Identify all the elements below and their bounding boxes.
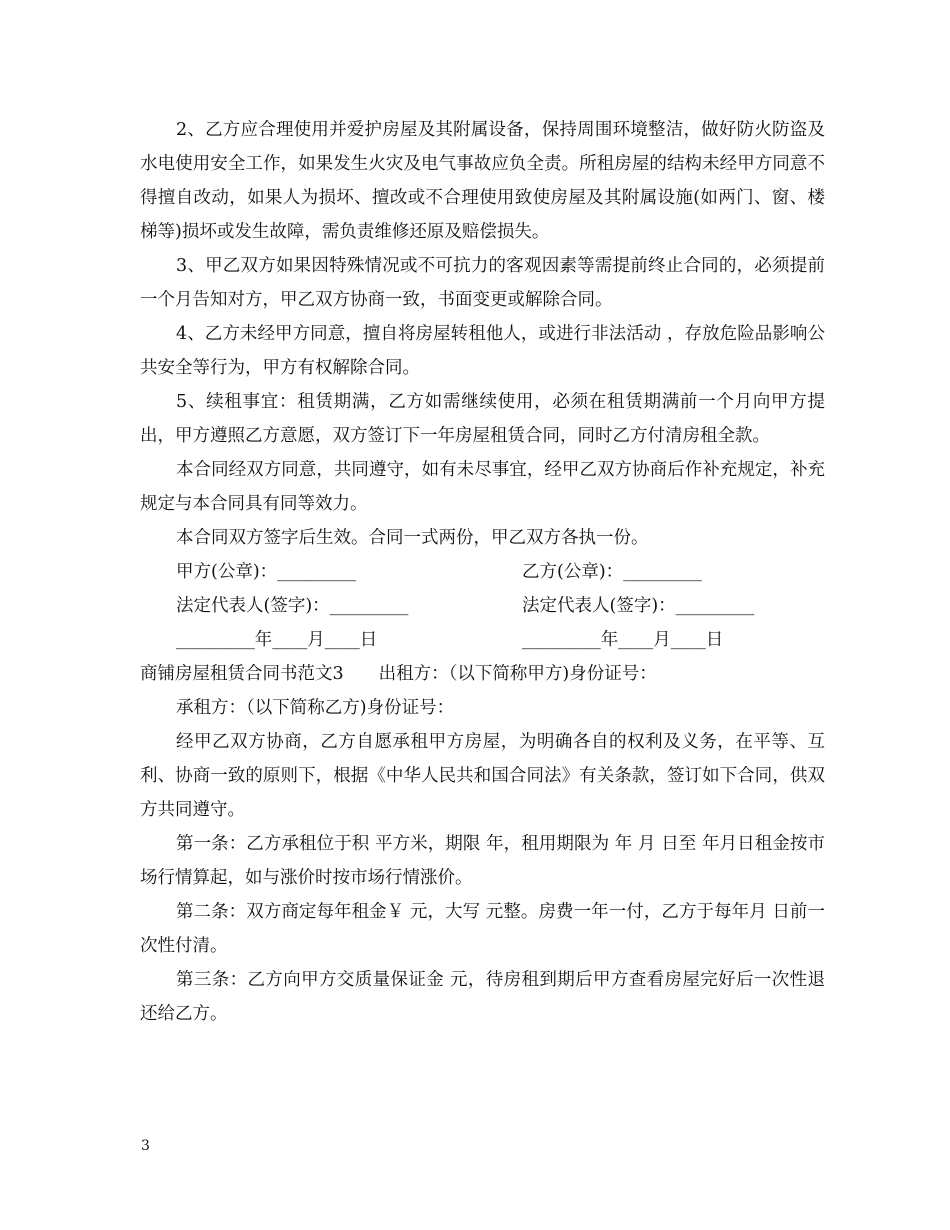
clause-3: 3、甲乙双方如果因特殊情况或不可抗力的客观因素等需提前终止合同的，必须提前一个月告知对方，甲乙双方协商一致，书面变更或解除合同。 (140, 256, 825, 310)
party-a-representative: 法定代表人(签字)：_________ (176, 596, 409, 616)
lessee-line: 承租方：（以下简称乙方)身份证号： (176, 698, 455, 718)
signature-seal-row (140, 555, 825, 589)
party-a-date: _________年____月____日 (176, 630, 378, 650)
party-b-date: _________年____月____日 (522, 630, 724, 650)
supplementary-clause: 本合同经双方同意，共同遵守，如有未尽事宜，经甲乙双方协商后作补充规定，补充规定与本合同具有同等效力。 (140, 460, 825, 514)
article-3: 第三条：乙方向甲方交质量保证金 元，待房租到期后甲方查看房屋完好后一次性退还给乙方。 (140, 970, 825, 1024)
party-b-seal: 乙方(公章)：_________ (522, 562, 702, 582)
clause-4: 4、乙方未经甲方同意，擅自将房屋转租他人，或进行非法活动 ，存放危险品影响公共安全等行为，甲方有权解除合同。 (140, 324, 825, 378)
party-a-seal: 甲方(公章)：_________ (176, 562, 356, 582)
article-1: 第一条：乙方承租位于积 平方米，期限 年，租用期限为 年 月 日至 年月日租金按市场行情算起，如与涨价时按市场行情涨价。 (140, 834, 825, 888)
effective-clause: 本合同双方签字后生效。合同一式两份，甲乙双方各执一份。 (176, 528, 649, 548)
contract-body (140, 113, 825, 1031)
contract-title-line: 商铺房屋租赁合同书范文3 出租方：（以下简称甲方)身份证号： (140, 664, 657, 684)
party-b-representative: 法定代表人(签字)：_________ (522, 596, 755, 616)
article-2: 第二条：双方商定每年租金￥ 元，大写 元整。房费一年一付，乙方于每年月 日前一次性付清。 (140, 902, 825, 956)
signature-rep-row (140, 589, 825, 623)
page-number: 3 (141, 1138, 150, 1154)
clause-5: 5、续租事宜：租赁期满，乙方如需继续使用，必须在租赁期满前一个月向甲方提出，甲方遵照乙方意愿，双方签订下一年房屋租赁合同，同时乙方付清房租全款。 (140, 392, 825, 446)
signature-date-row (140, 623, 825, 657)
clause-2: 2、乙方应合理使用并爱护房屋及其附属设备，保持周围环境整洁，做好防火防盗及水电使用安全工作，如果发生火灾及电气事故应负全责。所租房屋的结构未经甲方同意不得擅自改动，如果人为损坏、擅改或不合理使用致使房屋及其附属设施(如两门、窗、楼梯等)损坏或发生故障，需负责维修还原及赔偿损失。 (140, 120, 825, 242)
preamble: 经甲乙双方协商，乙方自愿承租甲方房屋，为明确各自的权利及义务，在平等、互利、协商一致的原则下，根据《中华人民共和国合同法》有关条款，签订如下合同，供双方共同遵守。 (140, 732, 825, 820)
